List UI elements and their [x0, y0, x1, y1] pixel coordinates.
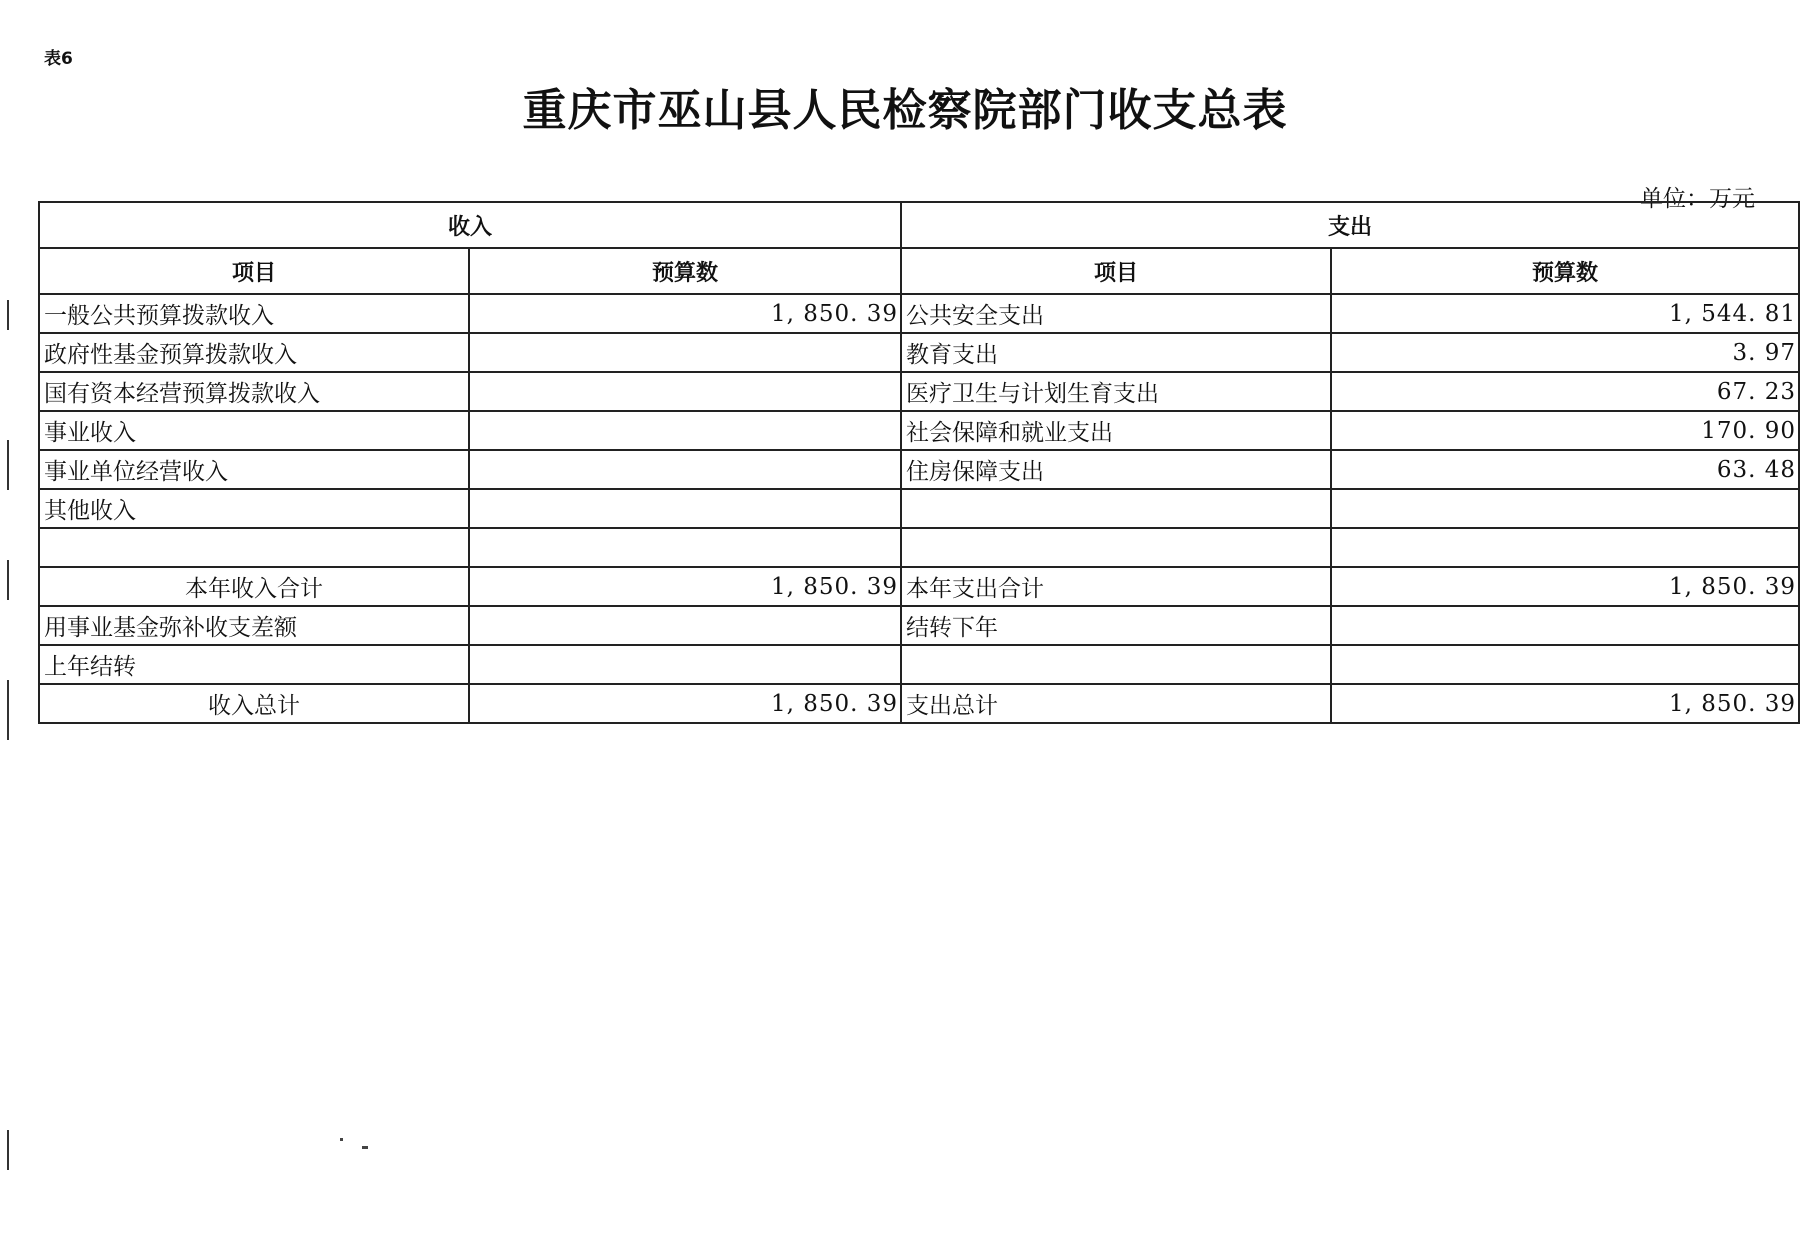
expense-item-header: 项目	[901, 248, 1331, 294]
scan-speck	[340, 1138, 343, 1141]
income-amount-cell	[469, 645, 901, 684]
scan-edge-mark	[7, 1130, 9, 1170]
table-row	[39, 489, 1799, 528]
table-row	[39, 606, 1799, 645]
expense-item-cell: 医疗卫生与计划生育支出	[901, 372, 1331, 411]
table-row	[39, 372, 1799, 411]
table-body	[39, 294, 1799, 723]
budget-table	[38, 201, 1800, 724]
income-item-cell	[39, 528, 469, 567]
expense-item-cell	[901, 645, 1331, 684]
table-row	[39, 294, 1799, 333]
expense-amount-cell: 63. 48	[1331, 450, 1799, 489]
expense-amount-cell: 1, 850. 39	[1331, 567, 1799, 606]
scan-edge-mark	[7, 680, 9, 740]
expense-amount-cell	[1331, 645, 1799, 684]
expense-header: 支出	[901, 202, 1799, 248]
income-item-cell: 上年结转	[39, 645, 469, 684]
income-item-cell: 其他收入	[39, 489, 469, 528]
expense-item-cell: 支出总计	[901, 684, 1331, 723]
expense-amount-cell	[1331, 489, 1799, 528]
expense-amount-cell	[1331, 606, 1799, 645]
income-item-cell: 事业单位经营收入	[39, 450, 469, 489]
income-item-cell: 政府性基金预算拨款收入	[39, 333, 469, 372]
expense-amount-cell: 1, 544. 81	[1331, 294, 1799, 333]
expense-item-cell: 教育支出	[901, 333, 1331, 372]
income-amount-cell	[469, 450, 901, 489]
table-row	[39, 411, 1799, 450]
income-item-cell: 国有资本经营预算拨款收入	[39, 372, 469, 411]
table-header-row-2	[39, 248, 1799, 294]
income-item-cell: 收入总计	[39, 684, 469, 723]
table-row	[39, 450, 1799, 489]
income-amount-cell	[469, 333, 901, 372]
expense-item-cell: 本年支出合计	[901, 567, 1331, 606]
expense-item-cell: 社会保障和就业支出	[901, 411, 1331, 450]
page-title: 重庆市巫山县人民检察院部门收支总表	[522, 85, 1288, 136]
expense-item-cell: 住房保障支出	[901, 450, 1331, 489]
expense-item-cell	[901, 489, 1331, 528]
table-row	[39, 567, 1799, 606]
income-item-cell: 事业收入	[39, 411, 469, 450]
expense-budget-header: 预算数	[1331, 248, 1799, 294]
expense-item-cell	[901, 528, 1331, 567]
income-item-cell: 用事业基金弥补收支差额	[39, 606, 469, 645]
expense-amount-cell	[1331, 528, 1799, 567]
table-row	[39, 645, 1799, 684]
income-item-cell: 本年收入合计	[39, 567, 469, 606]
expense-amount-cell: 3. 97	[1331, 333, 1799, 372]
expense-amount-cell: 1, 850. 39	[1331, 684, 1799, 723]
expense-amount-cell: 67. 23	[1331, 372, 1799, 411]
scan-edge-mark	[7, 560, 9, 600]
income-item-header: 项目	[39, 248, 469, 294]
income-amount-cell	[469, 528, 901, 567]
table-number: 表6	[44, 49, 73, 69]
income-amount-cell	[469, 606, 901, 645]
scan-edge-mark	[7, 440, 9, 490]
expense-item-cell: 公共安全支出	[901, 294, 1331, 333]
income-item-cell: 一般公共预算拨款收入	[39, 294, 469, 333]
expense-item-cell: 结转下年	[901, 606, 1331, 645]
scan-speck	[362, 1146, 368, 1149]
income-amount-cell: 1, 850. 39	[469, 294, 901, 333]
income-amount-cell	[469, 489, 901, 528]
table-row	[39, 528, 1799, 567]
income-budget-header: 预算数	[469, 248, 901, 294]
income-amount-cell: 1, 850. 39	[469, 567, 901, 606]
income-amount-cell	[469, 372, 901, 411]
scan-edge-mark	[7, 300, 9, 330]
table-row	[39, 333, 1799, 372]
table-row	[39, 684, 1799, 723]
income-amount-cell	[469, 411, 901, 450]
unit-label: 单位：万元	[1640, 186, 1755, 212]
income-header: 收入	[39, 202, 901, 248]
expense-amount-cell: 170. 90	[1331, 411, 1799, 450]
table-header-row-1	[39, 202, 1799, 248]
income-amount-cell: 1, 850. 39	[469, 684, 901, 723]
